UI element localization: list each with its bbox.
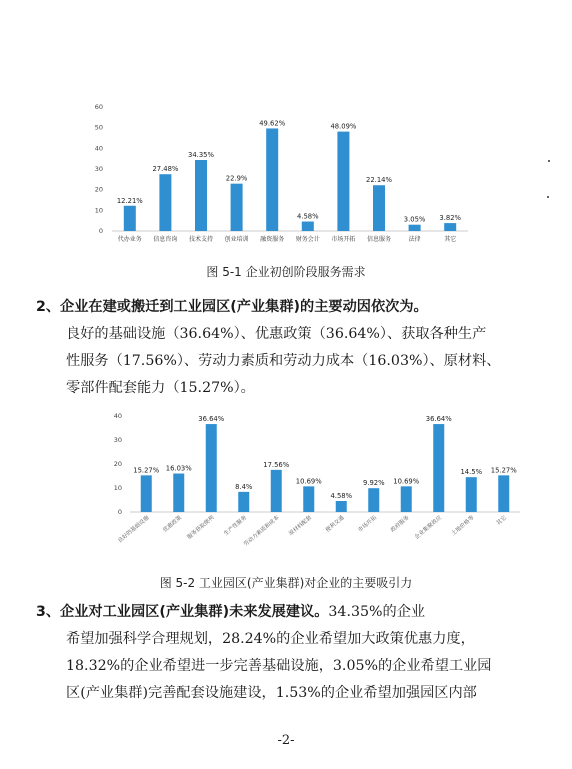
section-3-line-0-rest: 34.35%的企业 [328, 604, 426, 620]
bar [433, 424, 444, 512]
category-label: 其它 [444, 236, 457, 243]
bar [466, 477, 477, 512]
category-label: 原材料配套 [288, 514, 314, 538]
section-2-line-2: 性服务（17.56%）、劳动力素质和劳动力成本（16.03%）、原材料、 [66, 353, 501, 369]
category-label: 创业培训 [224, 236, 249, 243]
y-tick-label: 40 [94, 144, 103, 153]
data-label: 27.48% [152, 165, 179, 174]
category-label: 信息服务 [366, 236, 392, 243]
data-label: 34.35% [188, 151, 214, 160]
section-2-line-3: 零部件配套能力（15.27%）。 [66, 380, 255, 396]
bar [271, 470, 282, 512]
bar [195, 160, 207, 231]
category-label: 便利交通 [324, 514, 346, 534]
data-label: 15.27% [490, 466, 517, 475]
bar [124, 206, 136, 231]
data-label: 14.5% [460, 468, 483, 477]
y-tick-label: 0 [117, 508, 122, 516]
category-label: 信息咨询 [153, 236, 178, 243]
bar [206, 424, 217, 512]
y-tick-label: 60 [94, 103, 103, 111]
section-3-paragraph [36, 599, 516, 707]
bar [336, 501, 347, 512]
data-label: 22.14% [366, 176, 392, 185]
category-label: 法律 [408, 236, 421, 243]
bar [266, 128, 278, 231]
data-label: 36.64% [198, 415, 225, 424]
data-label: 8.4% [235, 482, 253, 491]
scan-speck [547, 196, 549, 198]
data-label: 10.69% [393, 477, 420, 486]
bar [302, 222, 314, 231]
data-label: 17.56% [263, 460, 290, 469]
data-label: 4.58% [297, 212, 319, 221]
section-3-line-3: 区(产业集群)完善配套设施建设，1.53%的企业希望加强园区内部 [66, 685, 477, 701]
category-label: 其它 [495, 514, 509, 527]
figure-caption-5-2: 图 5-2 工业园区(产业集群)对企业的主要吸引力 [159, 576, 413, 590]
category-label: 生产性服务 [223, 514, 249, 538]
section-3-line-1: 希望加强科学合理规划，28.24%的企业希望加大政策优惠力度， [66, 631, 475, 647]
y-tick-label: 20 [94, 185, 103, 194]
data-label: 4.58% [330, 492, 353, 501]
data-label: 49.62% [259, 119, 286, 128]
bar [409, 225, 421, 231]
category-label: 代办业务 [117, 236, 142, 243]
category-label: 市场开拓 [357, 514, 379, 534]
y-tick-label: 10 [94, 206, 103, 215]
category-label: 服务获取便利 [186, 514, 216, 541]
bar [141, 475, 152, 512]
data-label: 12.21% [116, 196, 143, 205]
category-label: 良好的基础设施 [117, 514, 151, 545]
figure-caption-5-1: 图 5-1 企业初创阶段服务需求 [206, 265, 366, 279]
category-label: 财务会计 [295, 236, 320, 243]
y-tick-label: 30 [94, 165, 103, 173]
bar [368, 488, 379, 512]
section-2-line-1: 良好的基础设施（36.64%）、优惠政策（36.64%）、获取各种生产 [66, 326, 487, 342]
bar [337, 132, 349, 231]
bar [498, 475, 509, 512]
bar [231, 184, 243, 231]
bar [444, 223, 456, 231]
y-tick-label: 50 [94, 123, 103, 132]
section-3-line-2: 18.32%的企业希望进一步完善基础设施，3.05%的企业希望工业园 [66, 658, 492, 674]
y-tick-label: 40 [113, 412, 122, 420]
data-label: 48.09% [330, 122, 357, 131]
y-tick-label: 0 [98, 227, 103, 235]
category-label: 劳动力素质和成本 [242, 514, 281, 548]
chart-park-attraction [0, 412, 572, 572]
y-tick-label: 20 [113, 460, 122, 468]
data-label: 16.03% [165, 464, 192, 473]
category-label: 市场开拓 [331, 236, 356, 243]
y-tick-label: 30 [113, 436, 122, 444]
category-label: 融资服务 [260, 236, 285, 243]
bar [173, 474, 184, 512]
section-2-paragraph [36, 294, 516, 402]
category-label: 企业集聚效应 [413, 514, 444, 541]
data-label: 3.82% [439, 214, 461, 223]
scan-speck [548, 160, 550, 162]
page-number: -2- [277, 733, 295, 748]
data-label: 36.64% [425, 415, 452, 424]
section-3-heading: 3、企业对工业园区(产业集群)未来发展建议。 [36, 604, 329, 620]
data-label: 10.69% [295, 477, 322, 486]
bar [238, 492, 249, 512]
data-label: 9.92% [362, 479, 385, 488]
data-label: 22.9% [225, 174, 248, 183]
bar [303, 486, 314, 512]
category-label: 技术支持 [188, 236, 214, 243]
bar [401, 486, 412, 512]
y-tick-label: 10 [113, 484, 122, 492]
data-label: 3.05% [403, 215, 426, 224]
bar [159, 174, 171, 231]
category-label: 政府服务 [389, 514, 411, 534]
bar [373, 185, 385, 231]
data-label: 15.27% [133, 466, 160, 475]
section-2-heading: 2、企业在建或搬迁到工业园区(产业集群)的主要动因依次为。 [36, 299, 428, 315]
category-label: 土地价格等 [450, 514, 476, 538]
category-label: 优惠政策 [162, 514, 184, 534]
chart-service-demand [0, 95, 572, 255]
